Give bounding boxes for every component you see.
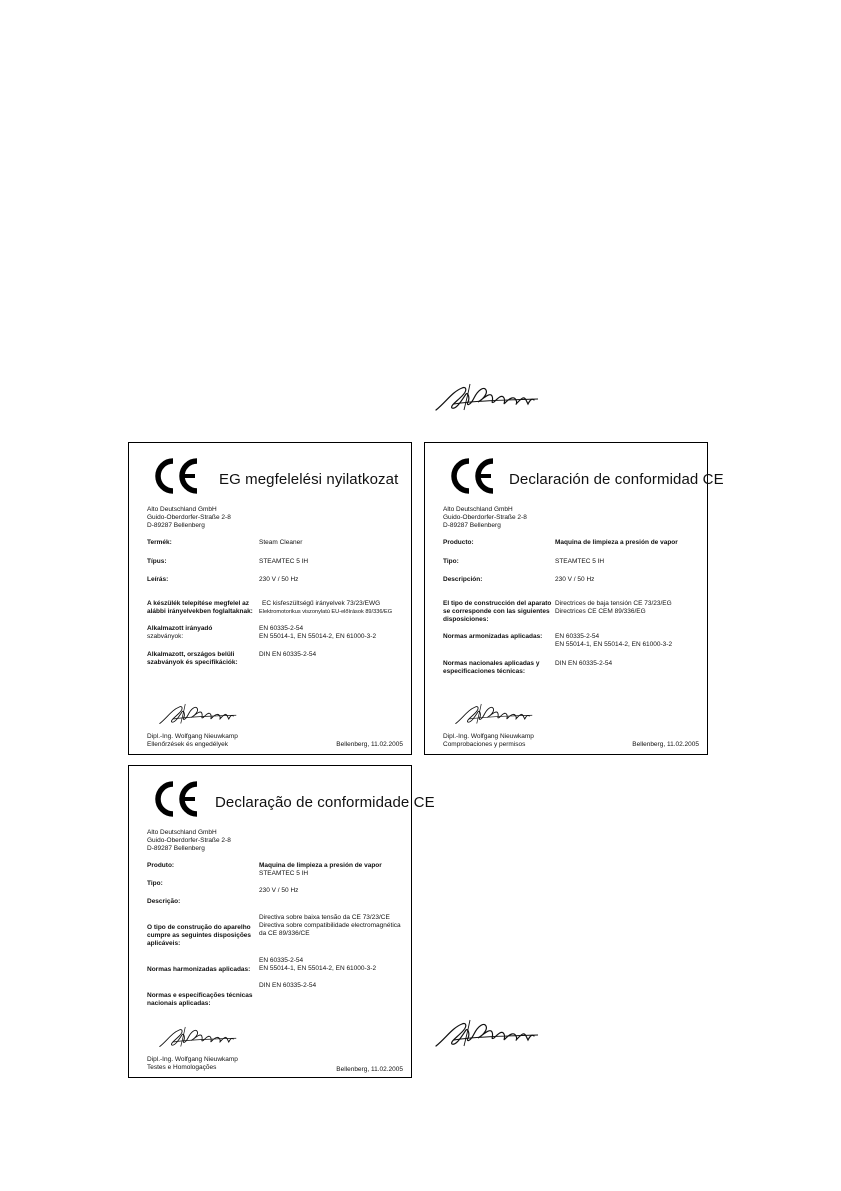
national-label-line1: Normas e especificações técnicas (147, 992, 253, 999)
company-street: Guido-Oberdorfer-Straße 2-8 (443, 514, 527, 521)
harmonized-label: Normas armonizadas aplicadas: (443, 633, 543, 640)
type-value: STEAMTEC 5 IH (555, 558, 605, 565)
national-label-line2: szabványok és specifikációk: (147, 659, 238, 666)
harmonized-label: Normas harmonizadas aplicadas: (147, 966, 251, 973)
directives-label-line1: O tipo de construção do aparelho (147, 924, 251, 931)
product-value: Maquina de limpieza a presión de vapor (555, 539, 678, 546)
company-city: D-89287 Bellenberg (147, 845, 205, 852)
harmonized-value-line2: EN 55014-1, EN 55014-2, EN 61000-3-2 (555, 641, 673, 648)
type-value: STEAMTEC 5 IH (259, 558, 309, 565)
national-value: DIN EN 60335-2-54 (259, 651, 317, 658)
directives-value-line3: da CE 89/336/CE (259, 930, 310, 937)
signature (143, 701, 253, 731)
directives-label-line2: cumpre as seguintes disposições (147, 932, 252, 939)
card-title: Declaração de conformidade CE (215, 794, 435, 811)
national-label-line2: nacionais aplicadas: (147, 1000, 211, 1007)
harmonized-value-line2: EN 55014-1, EN 55014-2, EN 61000-3-2 (259, 633, 377, 640)
directives-value-line2: Directiva sobre compatibilidade electromagnética (259, 922, 401, 929)
description-value: 230 V / 50 Hz (259, 576, 299, 583)
product-label: Termék: (147, 539, 172, 546)
harmonized-label-line1: Alkalmazott irányadó (147, 625, 213, 632)
directives-label-line1: El tipo de construcción del aparato (443, 600, 552, 607)
harmonized-value-line1: EN 60335-2-54 (259, 625, 304, 632)
directives-value-line1: Directiva sobre baixa tensão da CE 73/23/CE (259, 914, 390, 921)
description-label: Descripción: (443, 576, 483, 583)
declaration-card-spanish (424, 442, 724, 755)
directives-value-line2: Elektromotorikus viszonylatú EU-előírások 89/336/EG (259, 609, 393, 615)
directives-label-line3: disposiciones: (443, 616, 489, 623)
harmonized-label-line2: szabványok: (147, 633, 184, 640)
directives-label-line1: A készülék telepítése megfelel az (147, 600, 250, 607)
directives-label-line3: aplicáveis: (147, 940, 181, 947)
directives-label-line2: se corresponde con las siguientes (443, 608, 550, 615)
harmonized-value-line1: EN 60335-2-54 (259, 957, 304, 964)
description-value: 230 V / 50 Hz (555, 576, 595, 583)
description-label: Leírás: (147, 576, 169, 583)
declaration-card-portuguese (128, 765, 435, 1078)
signer-name: Dipl.-Ing. Wolfgang Nieuwkamp (443, 733, 534, 740)
signer-role: Ellenőrzések és engedélyek (147, 741, 228, 748)
harmonized-value-line2: EN 55014-1, EN 55014-2, EN 61000-3-2 (259, 965, 377, 972)
type-label: Tipo: (147, 880, 163, 887)
card-title: EG megfelelési nyilatkozat (219, 471, 399, 488)
national-label-line1: Normas nacionales aplicadas y (443, 660, 540, 667)
company-city: D-89287 Bellenberg (443, 522, 501, 529)
directives-value-line1: EC kisfeszültségű irányelvek 73/23/EWG (262, 600, 381, 607)
company-name: Alto Deutschland GmbH (443, 506, 513, 513)
ce-mark-icon (147, 780, 205, 818)
type-label: Típus: (147, 558, 167, 565)
directives-label-line2: alábbi irányelvekben foglaltaknak: (147, 608, 253, 615)
directives-value-line1: Directrices de baja tensión CE 73/23/EG (555, 600, 672, 607)
product-value: Maquina de limpieza a presión de vapor (259, 862, 382, 869)
type-label: Tipo: (443, 558, 459, 565)
product-label: Produto: (147, 862, 175, 869)
place-date: Bellenberg, 11.02.2005 (632, 741, 699, 748)
signature (439, 701, 549, 731)
harmonized-value-line1: EN 60335-2-54 (555, 633, 600, 640)
card-title: Declaración de conformidad CE (509, 471, 724, 488)
signature-bottom-right (432, 1016, 542, 1056)
type-value: STEAMTEC 5 IH (259, 870, 309, 877)
national-value: DIN EN 60335-2-54 (259, 982, 317, 989)
signature-top (432, 380, 542, 420)
product-value: Steam Cleaner (259, 539, 303, 546)
signer-role: Testes e Homologações (147, 1064, 217, 1071)
place-date: Bellenberg, 11.02.2005 (336, 741, 403, 748)
company-street: Guido-Oberdorfer-Straße 2-8 (147, 837, 231, 844)
company-city: D-89287 Bellenberg (147, 522, 205, 529)
national-value: DIN EN 60335-2-54 (555, 660, 613, 667)
product-label: Producto: (443, 539, 474, 546)
description-value: 230 V / 50 Hz (259, 887, 299, 894)
directives-value-line2: Directrices CE CEM 89/336/EG (555, 608, 646, 615)
signer-name: Dipl.-Ing. Wolfgang Nieuwkamp (147, 733, 238, 740)
national-label-line1: Alkalmazott, országos belüli (147, 651, 235, 658)
declaration-card-hungarian (128, 442, 412, 755)
company-name: Alto Deutschland GmbH (147, 506, 217, 513)
signer-name: Dipl.-Ing. Wolfgang Nieuwkamp (147, 1056, 238, 1063)
ce-mark-icon (147, 457, 205, 495)
signer-role: Comprobaciones y permisos (443, 741, 526, 748)
company-street: Guido-Oberdorfer-Straße 2-8 (147, 514, 231, 521)
signature (143, 1024, 253, 1054)
national-label-line2: especificaciones técnicas: (443, 668, 526, 675)
ce-mark-icon (443, 457, 501, 495)
description-label: Descrição: (147, 898, 181, 905)
place-date: Bellenberg, 11.02.2005 (336, 1066, 403, 1073)
company-name: Alto Deutschland GmbH (147, 829, 217, 836)
